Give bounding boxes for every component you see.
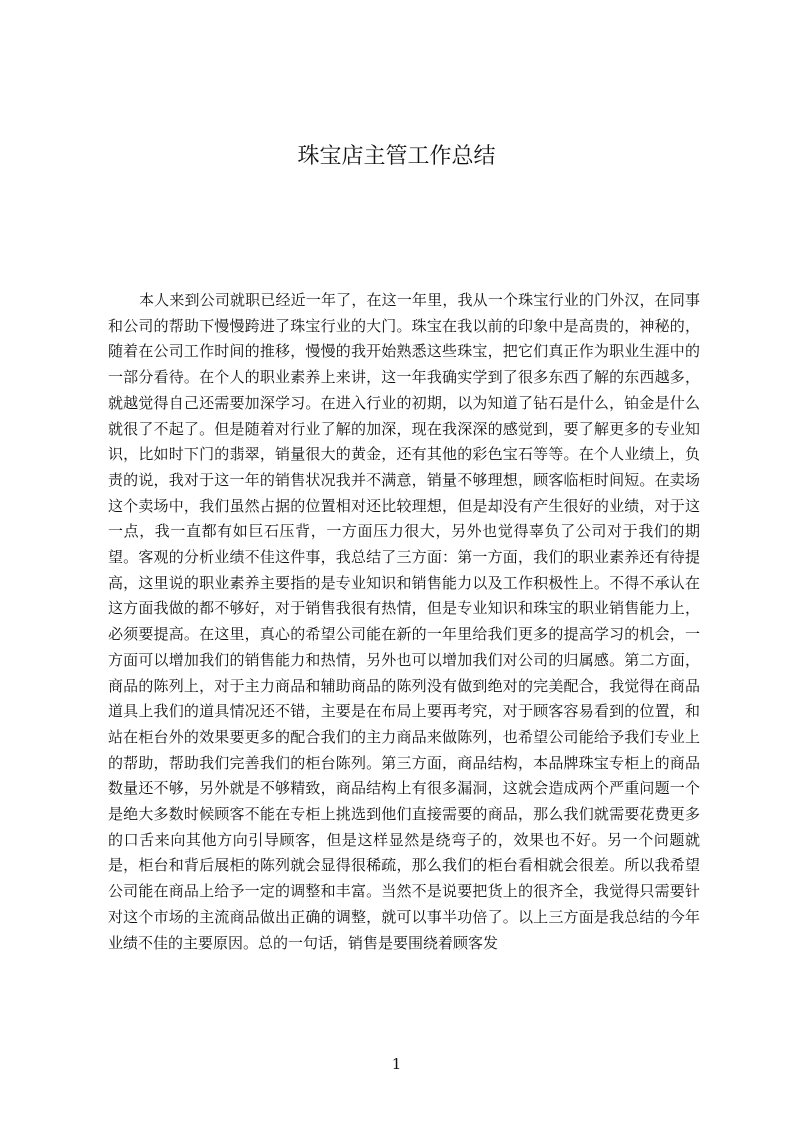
page-number: 1: [391, 1055, 402, 1073]
document-title: 珠宝店主管工作总结: [297, 144, 496, 169]
body-paragraph: 本人来到公司就职已经近一年了，在这一年里，我从一个珠宝行业的门外汉，在同事和公司的帮助下慢慢跨进了珠宝行业的大门。珠宝在我以前的印象中是高贵的，神秘的，随着在公司工作时间的推移，慢慢的我开始熟悉这些珠宝，把它们真正作为职业生涯中的一部分看待。在个人的职业素养上来讲，这一年我确实学到了很多东西了解的东西越多，就越觉得自己还需要加深学习。在进入行业的初期，以为知道了钻石是什么，铂金是什么就很了不起了。但是随着对行业了解的加深，现在我深深的感觉到，要了解更多的专业知识，比如时下门的翡翠，销量很大的黄金，还有其他的彩色宝石等等。在个人业绩上，负责的说，我对于这一年的销售状况我并不满意，销量不够理想，顾客临柜时间短。在卖场这个卖场中，我们虽然占据的位置相对还比较理想，但是却没有产生很好的业绩，对于这一点，我一直都有如巨石压背，一方面压力很大，另外也觉得辜负了公司对于我们的期望。客观的分析业绩不佳这件事，我总结了三方面：第一方面，我们的职业素养还有待提高，这里说的职业素养主要指的是专业知识和销售能力以及工作积极性上。不得不承认在这方面我做的都不够好，对于销售我很有热情，但是专业知识和珠宝的职业销售能力上，必须要提高。在这里，真心的希望公司能在新的一年里给我们更多的提高学习的机会，一方面可以增加我们的销售能力和热情，另外也可以增加我们对公司的归属感。第二方面，商品的陈列上，对于主力商品和辅助商品的陈列没有做到绝对的完美配合，我觉得在商品道具上我们的道具情况还不错，主要是在布局上要再考究，对于顾客容易看到的位置，和站在柜台外的效果要更多的配合我们的主力商品来做陈列，也希望公司能给予我们专业上的帮助，帮助我们完善我们的柜台陈列。第三方面，商品结构，本品牌珠宝专柜上的商品数量还不够，另外就是不够精致，商品结构上有很多漏洞，这就会造成两个严重问题一个是绝大多数时候顾客不能在专柜上挑选到他们直接需要的商品，那么我们就需要花费更多的口舌来向其他方向引导顾客，但是这样显然是绕弯子的，效果也不好。另一个问题就是，柜台和背后展柜的陈列就会显得很稀疏，那么我们的柜台看相就会很差。所以我希望公司能在商品上给予一定的调整和丰富。当然不是说要把货上的很齐全，我觉得只需要针对这个市场的主流商品做出正确的调整，就可以事半功倍了。以上三方面是我总结的今年业绩不佳的主要原因。总的一句话，销售是要围绕着顾客发: [108, 291, 700, 952]
